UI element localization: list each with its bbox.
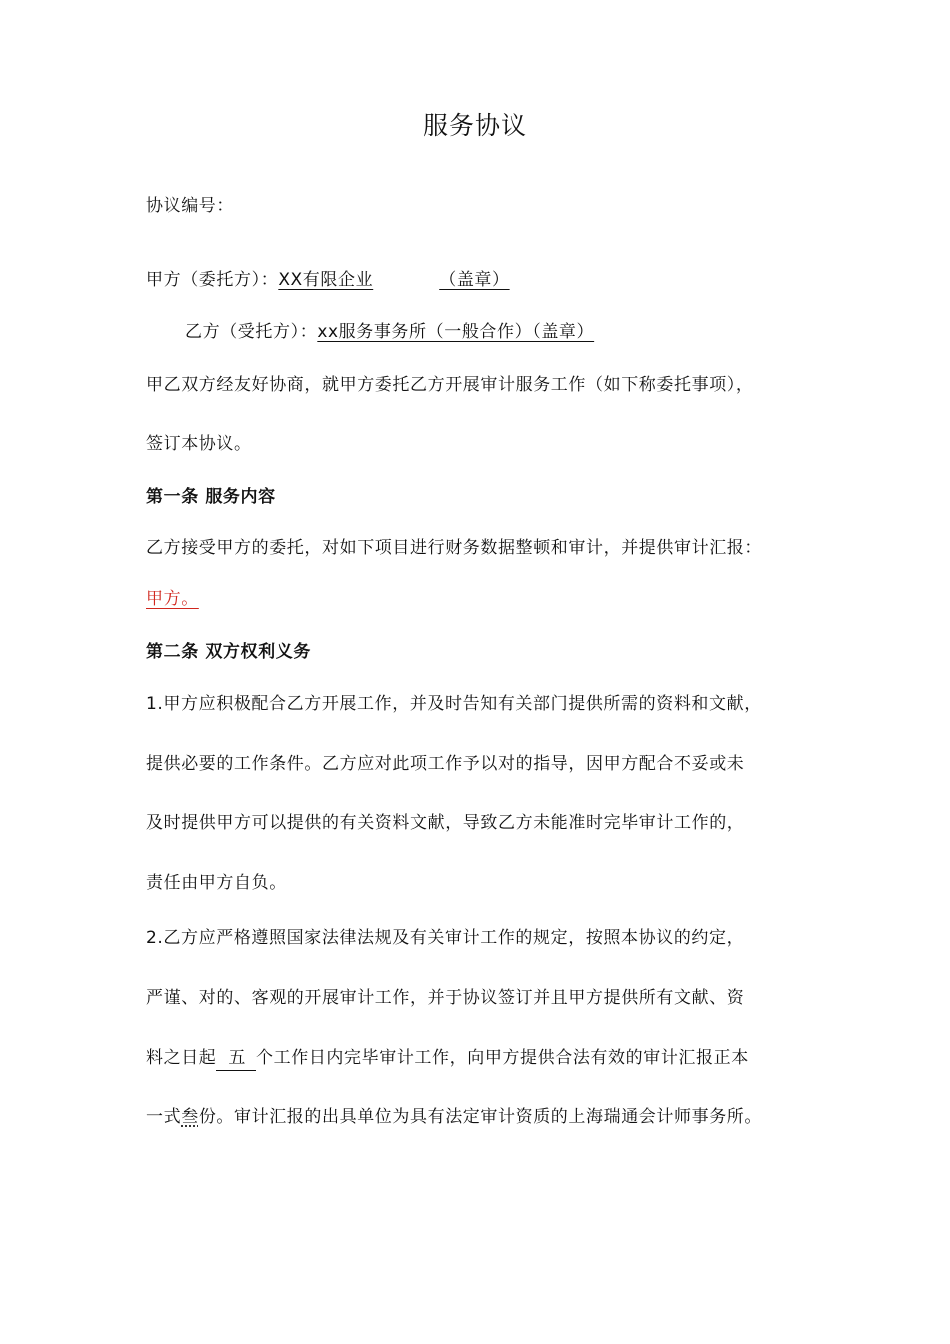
working-days-value: 五 bbox=[216, 1049, 256, 1071]
item-2-line-4 bbox=[146, 1102, 762, 1127]
document-title: 服务协议 bbox=[422, 111, 527, 140]
copies-value: 叁 bbox=[181, 1107, 199, 1127]
item-2-line-3-prefix: 料之日起 bbox=[146, 1048, 217, 1068]
item-2-line-3-suffix: 个工作日内完毕审计工作，向甲方提供合法有效的审计汇报正本 bbox=[256, 1048, 749, 1068]
party-a-label: 甲方（委托方）： bbox=[146, 270, 279, 290]
article-2-heading: 第二条 双方权利义务 bbox=[146, 642, 311, 662]
item-2-line-4-suffix: 份。审计汇报的出具单位为具有法定审计资质的上海瑞通会计师事务所。 bbox=[198, 1107, 763, 1127]
item-2-line-4-prefix: 一式 bbox=[146, 1107, 182, 1127]
article-1-heading: 第一条 服务内容 bbox=[146, 487, 276, 507]
item-2-line-1: 2.乙方应严格遵照国家法律法规及有关审计工作的规定，按照本协议的约定， bbox=[146, 928, 745, 948]
item-1-line-1: 1.甲方应积极配合乙方开展工作，并及时告知有关部门提供所需的资料和文献， bbox=[146, 694, 762, 714]
item-1-line-3: 及时提供甲方可以提供的有关资料文献，导致乙方未能准时完毕审计工作的， bbox=[146, 813, 745, 833]
agreement-number-label: 协议编号： bbox=[146, 196, 234, 216]
intro-line-2: 签订本协议。 bbox=[146, 434, 252, 454]
item-1-line-2: 提供必要的工作条件。乙方应对此项工作予以对的指导，因甲方配合不妥或未 bbox=[146, 754, 745, 774]
item-2-line-3 bbox=[146, 1043, 749, 1071]
party-b-name-seal: xx服务事务所（一般合作）（盖章） bbox=[317, 322, 595, 342]
party-a-name: XX有限企业 bbox=[278, 270, 374, 290]
article-1-highlight: 甲方。 bbox=[146, 589, 199, 609]
party-a-seal: （盖章） bbox=[439, 270, 510, 290]
item-1-line-4: 责任由甲方自负。 bbox=[146, 873, 287, 893]
intro-line-1: 甲乙双方经友好协商，就甲方委托乙方开展审计服务工作（如下称委托事项）， bbox=[146, 375, 754, 395]
item-2-line-2: 严谨、对的、客观的开展审计工作，并于协议签订并且甲方提供所有文献、资 bbox=[146, 988, 745, 1008]
party-b-line bbox=[185, 317, 594, 342]
party-a-name-seal bbox=[278, 270, 509, 290]
article-1-text: 乙方接受甲方的委托，对如下项目进行财务数据整顿和审计，并提供审计汇报： bbox=[146, 538, 762, 558]
party-b-label: 乙方（受托方）： bbox=[185, 322, 318, 342]
party-a-line bbox=[146, 265, 510, 290]
